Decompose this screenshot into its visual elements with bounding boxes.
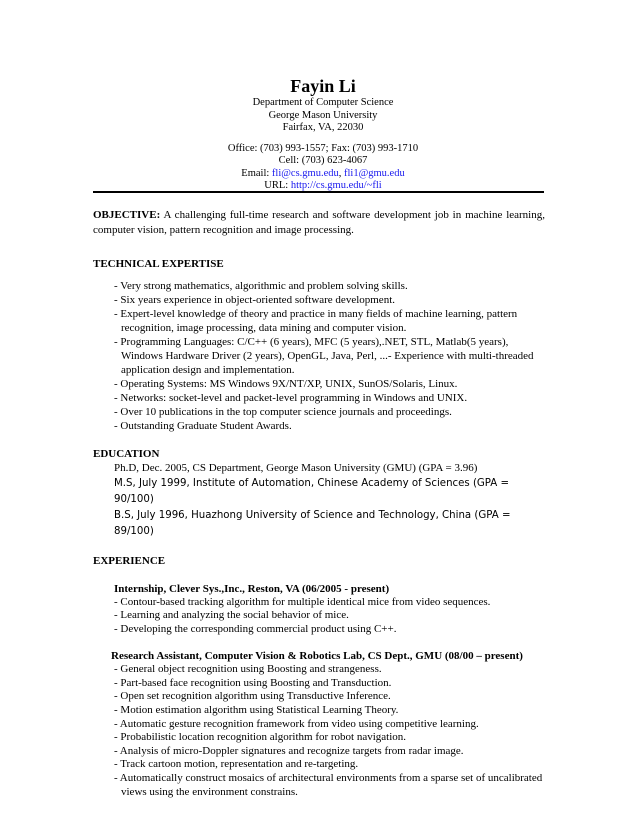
- list-item: - Part-based face recognition using Boosting and Transduction.: [114, 676, 392, 689]
- internship-duties-list: [93, 596, 545, 637]
- list-item: - Track cartoon motion, representation and re-targeting.: [114, 758, 359, 771]
- candidate-name: Fayin Li: [290, 76, 356, 96]
- city-line: Fairfax, VA, 22030: [282, 122, 364, 133]
- list-item: - Learning and analyzing the social behavior of mice.: [114, 609, 349, 622]
- education-item-bs: B.S, July 1996, Huazhong University of Science and Technology, China (GPA = 89/100): [114, 509, 511, 537]
- objective-section: [93, 208, 545, 237]
- list-item: - Probabilistic location recognition algorithm for robot navigation.: [114, 731, 407, 744]
- university-line: George Mason University: [268, 109, 378, 121]
- objective-label: OBJECTIVE:: [93, 209, 161, 221]
- objective-text: A challenging full-time research and software development job in machine learning, computer vision, pattern recognition and image processing.: [93, 209, 545, 236]
- office-phone-line: Office: (703) 993-1557; Fax: (703) 993-1710: [227, 142, 419, 154]
- job-title-internship: Internship, Clever Sys.,Inc., Reston, VA (06/2005 - present): [114, 582, 390, 595]
- list-item: - Expert-level knowledge of theory and practice in many fields of machine learning, pattern recognition, image processing, data mining and computer vision.: [114, 308, 518, 334]
- url-label: URL:: [264, 180, 291, 191]
- list-item: - Six years experience in object-oriented software development.: [114, 294, 395, 306]
- list-item: - Open set recognition algorithm using Transductive Inference.: [114, 690, 391, 703]
- research-duties-list: [93, 663, 545, 799]
- email-link-primary[interactable]: fli@cs.gmu.edu: [271, 167, 339, 179]
- list-item: - Operating Systems: MS Windows 9X/NT/XP, UNIX, SunOS/Solaris, Linux.: [114, 378, 458, 390]
- technical-expertise-list: [93, 279, 545, 433]
- education-heading: EDUCATION: [93, 448, 160, 460]
- list-item: - Motion estimation algorithm using Statistical Learning Theory.: [114, 704, 399, 717]
- resume-header: [0, 75, 638, 193]
- list-item: - Contour-based tracking algorithm for multiple identical mice from video sequences.: [114, 595, 491, 608]
- email-separator: ,: [338, 167, 344, 179]
- list-item: - Analysis of micro-Doppler signatures and recognize targets from radar image.: [114, 744, 464, 757]
- list-item: - Automatic gesture recognition framework from video using competitive learning.: [114, 717, 479, 730]
- list-item: - Very strong mathematics, algorithmic and problem solving skills.: [114, 280, 408, 292]
- cell-phone-line: Cell: (703) 623-4067: [278, 155, 368, 166]
- list-item: - Automatically construct mosaics of architectural environments from a sparse set of uncalibrated views using the environment constrains.: [114, 772, 543, 798]
- list-item: - Over 10 publications in the top computer science journals and proceedings.: [114, 406, 452, 418]
- list-item: - Developing the corresponding commercial product using C++.: [114, 622, 397, 635]
- email-link-secondary[interactable]: fli1@gmu.edu: [344, 167, 405, 179]
- list-item: - General object recognition using Boosting and strangeness.: [114, 663, 382, 676]
- list-item: - Networks: socket-level and packet-level programming in Windows and UNIX.: [114, 392, 468, 404]
- education-item-ms: M.S, July 1999, Institute of Automation, Chinese Academy of Sciences (GPA = 90/100): [114, 477, 510, 505]
- header-divider: [93, 191, 544, 193]
- technical-expertise-heading: TECHNICAL EXPERTISE: [93, 258, 224, 270]
- experience-heading: EXPERIENCE: [93, 554, 166, 567]
- email-line: [8, 168, 638, 181]
- list-item: - Outstanding Graduate Student Awards.: [114, 420, 292, 432]
- list-item: - Programming Languages: C/C++ (6 years), MFC (5 years),.NET, STL, Matlab(5 years), Windows Hardware Driver (2 years), OpenGL, Java, Perl, ...- Experience with multi-threaded application design and implementation.: [114, 336, 534, 376]
- email-label: Email:: [241, 167, 272, 179]
- education-list: [93, 461, 545, 540]
- job-title-research-assistant: Research Assistant, Computer Vision & Robotics Lab, CS Dept., GMU (08/00 – present): [111, 650, 523, 663]
- resume-body: [93, 208, 545, 799]
- education-item-phd: Ph.D, Dec. 2005, CS Department, George Mason University (GMU) (GPA = 3.96): [114, 462, 478, 474]
- department-line: Department of Computer Science: [252, 97, 394, 108]
- homepage-link[interactable]: http://cs.gmu.edu/~fli: [290, 180, 382, 191]
